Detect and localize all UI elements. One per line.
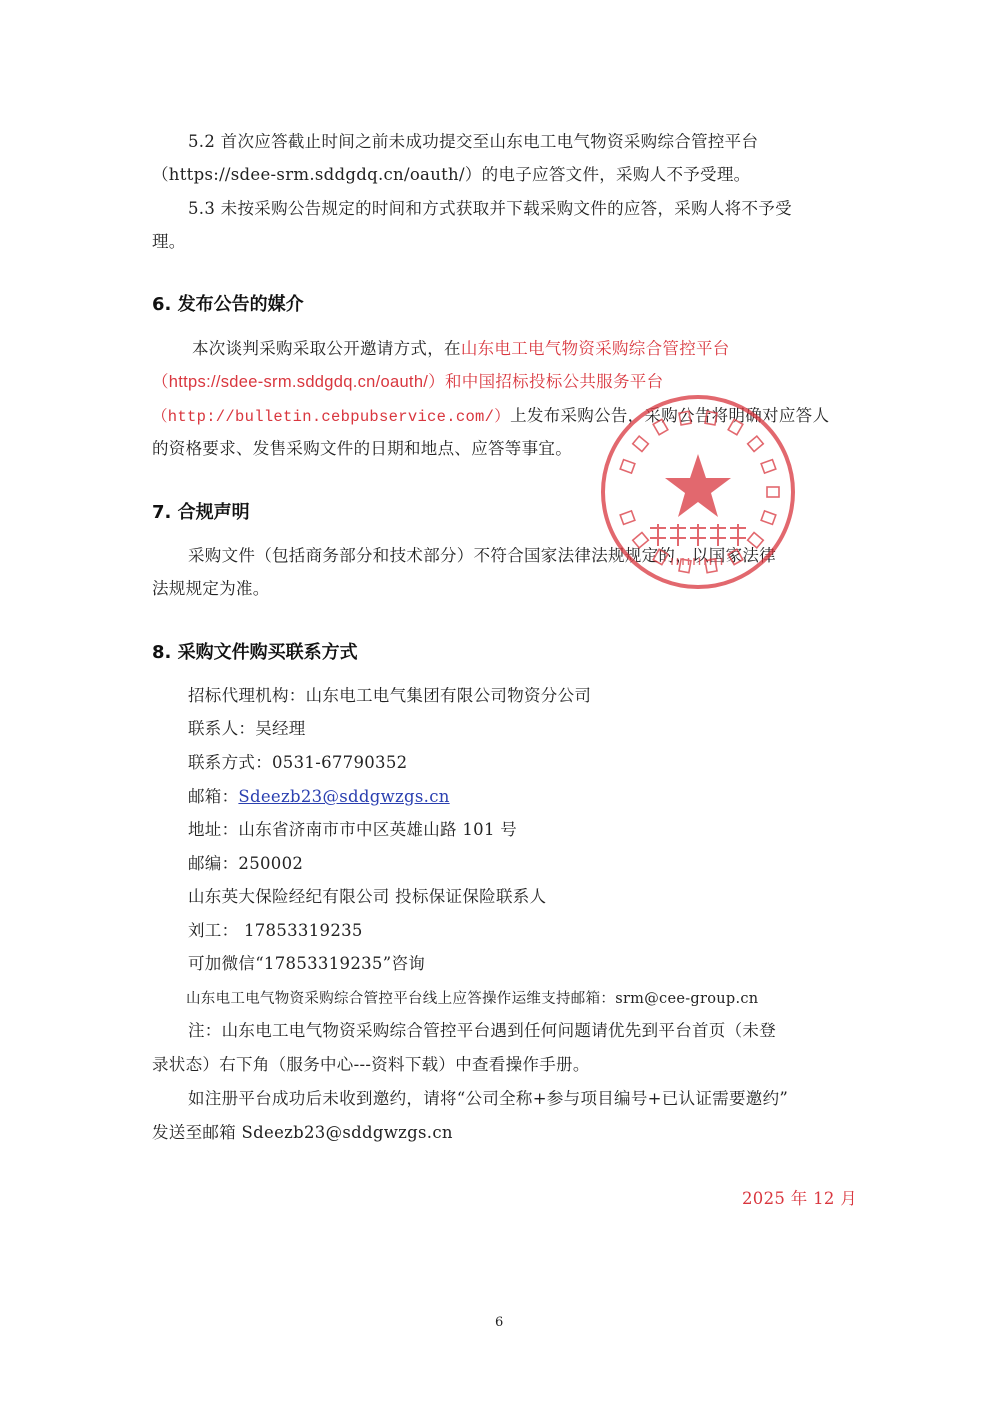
seal-center-glyph-mark <box>670 524 686 546</box>
note-line1: 注：山东电工电气物资采购综合管控平台遇到任何问题请优先到平台首页（未登 <box>188 1021 776 1040</box>
platform-name: 山东电工电气物资采购综合管控平台 <box>460 339 730 358</box>
section-6-line4: 的资格要求、发售采购文件的日期和地点、应答等事宜。 <box>152 439 572 458</box>
postcode: 邮编：250002 <box>188 854 304 873</box>
seal-ring-glyph-mark <box>620 460 635 474</box>
seal-ring-glyph-mark <box>767 487 779 497</box>
note-line2: 录状态）右下角（服务中心---资料下载）中查看操作手册。 <box>152 1055 590 1074</box>
seal-ring-glyph-mark <box>748 533 764 548</box>
seal-ring-glyph-mark <box>761 511 776 525</box>
seal-ring-glyph-mark <box>728 549 743 564</box>
seal-center-glyph-mark <box>730 524 746 546</box>
seal-center-glyph-mark <box>650 524 666 546</box>
seal-ring-glyph-mark <box>653 419 668 434</box>
seal-ring-glyph-mark <box>679 411 691 425</box>
contact-email <box>188 787 450 807</box>
wechat: 可加微信“17853319235”咨询 <box>188 954 426 973</box>
seal-ring-glyph-mark <box>761 460 776 474</box>
seal-star-icon <box>665 454 731 517</box>
text: 上发布采购公告，采购公告将明确对应答人 <box>510 406 830 425</box>
section-8-heading: 8. 采购文件购买联系方式 <box>152 642 358 663</box>
para-5-2-line1: 5.2 首次应答截止时间之前未成功提交至山东电工电气物资采购综合管控平台 <box>188 132 759 151</box>
para-5-3-line1: 5.3 未按采购公告规定的时间和方式获取并下载采购文件的应答，采购人将不予受 <box>188 199 792 218</box>
seal-ring-glyph-mark <box>620 511 635 525</box>
agency: 招标代理机构：山东电工电气集团有限公司物资分公司 <box>188 686 592 705</box>
seal-ring-glyph-mark <box>633 436 649 451</box>
email-label: 邮箱： <box>188 787 239 806</box>
invite-line2: 发送至邮箱 Sdeezb23@sddgwzgs.cn <box>152 1123 453 1142</box>
text: 本次谈判采购采取公开邀请方式，在 <box>192 339 461 358</box>
invite-line1: 如注册平台成功后未收到邀约，请将“公司全称+参与项目编号+已认证需要邀约” <box>188 1089 789 1108</box>
section-6-line1 <box>192 339 730 359</box>
section-6-heading: 6. 发布公告的媒介 <box>152 294 304 315</box>
document-date: 2025 年 12 月 <box>742 1189 858 1208</box>
section-7-line1: 采购文件（包括商务部分和技术部分）不符合国家法律法规规定的，以国家法律 <box>188 546 776 565</box>
support-email: 山东电工电气物资采购综合管控平台线上应答操作运维支持邮箱：srm@cee-group.cn <box>186 991 759 1007</box>
section-7-heading: 7. 合规声明 <box>152 502 250 523</box>
seal-center-glyph-mark <box>690 524 706 546</box>
official-seal <box>598 392 798 592</box>
seal-ring-glyph-mark <box>705 411 717 425</box>
seal-ring-glyph-mark <box>728 419 743 434</box>
insurance-contact: 山东英大保险经纪有限公司 投标保证保险联系人 <box>188 887 547 906</box>
platform-url[interactable]: （https://sdee-srm.sddgdq.cn/oauth/） <box>152 373 445 391</box>
contact-phone: 联系方式：0531-67790352 <box>188 753 408 772</box>
contact-person: 联系人：吴经理 <box>188 719 306 738</box>
bulletin-url[interactable]: （http://bulletin.cebpubservice.com/） <box>152 408 511 426</box>
para-5-2-line2: （https://sdee-srm.sddgdq.cn/oauth/）的电子应答文件，采购人不予受理。 <box>152 165 751 184</box>
platform-name-2: 和中国招标投标公共服务平台 <box>444 372 664 391</box>
seal-center-glyph-mark <box>710 524 726 546</box>
seal-ring-glyph-mark <box>748 436 764 451</box>
address: 地址：山东省济南市市中区英雄山路 101 号 <box>188 820 518 839</box>
section-6-line2 <box>152 372 663 392</box>
section-7-line2: 法规规定为准。 <box>152 579 270 598</box>
seal-ring-glyph-mark <box>653 549 668 564</box>
para-5-3-line2: 理。 <box>152 232 186 251</box>
seal-ring-glyph-mark <box>633 533 649 548</box>
liu-contact: 刘工： 17853319235 <box>188 921 363 940</box>
email-link[interactable]: Sdeezb23@sddgwzgs.cn <box>238 787 450 806</box>
page-number: 6 <box>495 1315 504 1330</box>
